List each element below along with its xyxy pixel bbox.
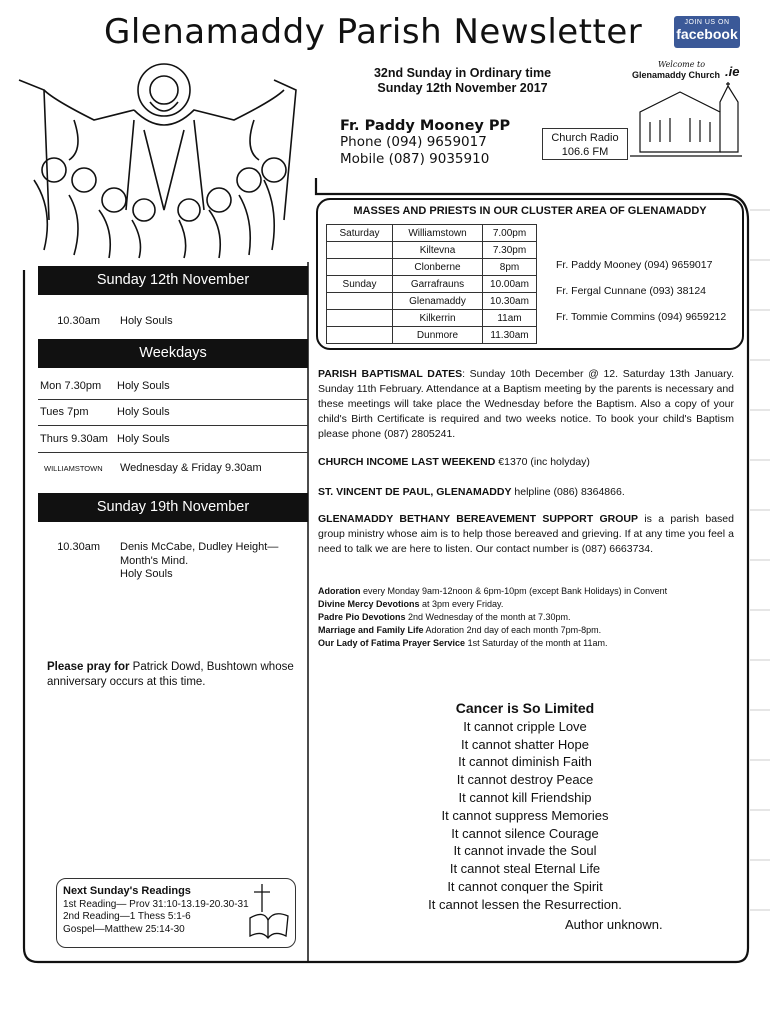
devotion-text: 1st Saturday of the month at 11am. <box>465 638 608 648</box>
notice-text: : Sunday 10th December @ 12. Saturday 13th January. Sunday 11th February. Attendance at a Baptism meeting by the parents is necessary and these meetings will take place the Wednesday before the Baptism. Also a copy of your child's Birth Certificate is required and two weeks notice. To book your child's Baptism please phone (087) 2805241. <box>318 368 735 440</box>
poem-title: Cancer is So Limited <box>455 700 595 716</box>
poem-line: It cannot conquer the Spirit <box>447 878 603 894</box>
sunday-date: Sunday 12th November 2017 <box>377 81 548 95</box>
reading-line: 1st Reading— Prov 31:10-13.19-20.30-31 <box>63 898 249 910</box>
mass-intention <box>120 541 300 582</box>
mass-time: 10.30am <box>57 541 100 553</box>
mass-time: Mon 7.30pm <box>40 380 102 392</box>
devotion-title: Padre Pio Devotions <box>318 612 406 622</box>
masses-title: MASSES AND PRIESTS IN OUR CLUSTER AREA OF GLENAMADDY <box>353 205 707 217</box>
prayer-request <box>47 660 297 690</box>
income-notice <box>318 455 734 470</box>
poem-line: It cannot silence Courage <box>451 825 599 841</box>
mass-time: 10.30am <box>57 315 100 327</box>
time-cell: 8pm <box>483 259 537 276</box>
reading-line: Gospel—Matthew 25:14-30 <box>63 923 185 935</box>
devotion-text: Adoration 2nd day of each month 7pm-8pm. <box>423 625 602 635</box>
devotion-title: Our Lady of Fatima Prayer Service <box>318 638 466 648</box>
devotion-text: every Monday 9am-12noon & 6pm-10pm (except Bank Holidays) in Convent <box>360 586 668 596</box>
devotion-item <box>318 611 738 624</box>
priest-contact <box>340 118 510 168</box>
table-row <box>327 225 537 242</box>
day-cell <box>327 327 393 344</box>
poem-line: It cannot destroy Peace <box>456 772 594 788</box>
sunday-19-header: Sunday 19th November <box>38 493 308 522</box>
devotion-text: at 3pm every Friday. <box>419 599 504 609</box>
intention-line: Holy Souls <box>120 568 173 580</box>
row-divider <box>38 399 308 400</box>
table-row <box>327 276 537 293</box>
day-cell <box>327 293 393 310</box>
jesus-apostles-illustration <box>14 60 300 260</box>
cluster-priests <box>556 252 726 330</box>
radio-frequency: 106.6 FM <box>561 146 609 158</box>
day-cell: Sunday <box>327 276 393 293</box>
facebook-logo-text: facebook <box>676 26 738 42</box>
priest-name: Fr. Paddy Mooney PP <box>340 118 511 134</box>
place-cell: Garrafrauns <box>393 276 483 293</box>
priest-line: Fr. Fergal Cunnane (093) 38124 <box>556 285 707 297</box>
time-cell: 7.30pm <box>483 242 537 259</box>
church-drawing <box>630 82 742 160</box>
notice-title: ST. VINCENT DE PAUL, GLENAMADDY <box>318 486 512 498</box>
radio-label: Church Radio <box>551 132 619 144</box>
notice-text: €1370 (inc holyday) <box>495 456 590 468</box>
prayer-label: Please pray for <box>47 661 130 673</box>
place-cell: Glenamaddy <box>393 293 483 310</box>
row-divider <box>38 425 308 426</box>
table-row <box>327 310 537 327</box>
notice-text: is a parish based group ministry whose aim is to help those bereaved and grieving. If at any time you feel a need to talk we are here to listen. Our contact number is (087) 6663734. <box>318 513 734 555</box>
church-name-text: Glenamaddy Church <box>632 70 721 80</box>
row-divider <box>38 452 308 453</box>
notice-text: helpline (086) 8364866. <box>511 486 625 498</box>
liturgical-date <box>310 66 615 96</box>
devotion-item <box>318 598 738 611</box>
facebook-top-label: JOIN US ON <box>684 19 730 26</box>
table-row <box>327 242 537 259</box>
mass-intention: Holy Souls <box>120 315 173 327</box>
place-cell: Kilkerrin <box>393 310 483 327</box>
devotion-title: Divine Mercy Devotions <box>318 599 420 609</box>
poem <box>400 700 650 914</box>
notice-title: PARISH BAPTISMAL DATES <box>318 368 463 380</box>
place-cell: Williamstown <box>393 225 483 242</box>
day-cell <box>327 310 393 327</box>
poem-line: It cannot kill Friendship <box>458 789 592 805</box>
poem-line: It cannot cripple Love <box>463 718 587 734</box>
poem-author: Author unknown. <box>565 917 663 932</box>
poem-line: It cannot suppress Memories <box>441 807 609 823</box>
time-cell: 11.30am <box>483 327 537 344</box>
devotion-item <box>318 637 738 650</box>
mass-intention: Holy Souls <box>117 433 170 445</box>
time-cell: 11am <box>483 310 537 327</box>
intention-line: Month's Mind. <box>120 554 189 567</box>
notice-title: GLENAMADDY BETHANY BEREAVEMENT SUPPORT GROUP <box>318 513 638 525</box>
mass-intention: Wednesday & Friday 9.30am <box>120 462 262 474</box>
mass-intention: Holy Souls <box>117 380 170 392</box>
mass-location: WILLIAMSTOWN <box>44 464 103 473</box>
sunday-title: 32nd Sunday in Ordinary time <box>373 66 552 80</box>
church-ie-text: .ie <box>725 64 740 79</box>
devotion-title: Marriage and Family Life <box>318 625 424 635</box>
place-cell: Kiltevna <box>393 242 483 259</box>
devotion-item <box>318 624 738 637</box>
mass-intention: Holy Souls <box>117 406 170 418</box>
priest-mobile: Mobile (087) 9035910 <box>340 151 490 167</box>
devotion-text: 2nd Wednesday of the month at 7.30pm. <box>405 612 571 622</box>
table-row <box>327 293 537 310</box>
poem-line: It cannot invade the Soul <box>453 843 597 859</box>
devotion-title: Adoration <box>318 586 361 596</box>
prayer-text: Patrick Dowd, Bushtown whose anniversary occurs at this time. <box>47 661 294 688</box>
reading-line: 2nd Reading—1 Thess 5:1-6 <box>63 911 191 922</box>
readings-title: Next Sunday's Readings <box>63 885 191 897</box>
priest-line: Fr. Tommie Commins (094) 9659212 <box>556 311 727 323</box>
day-cell <box>327 242 393 259</box>
facebook-badge[interactable] <box>674 16 740 48</box>
poem-line: It cannot shatter Hope <box>461 736 589 752</box>
time-cell: 10.00am <box>483 276 537 293</box>
baptism-notice <box>318 367 734 442</box>
place-cell: Clonberne <box>393 259 483 276</box>
church-website-logo[interactable] <box>630 60 742 160</box>
devotions-list <box>318 585 738 650</box>
church-radio-box <box>542 128 628 160</box>
table-row <box>327 259 537 276</box>
priest-phone: Phone (094) 9659017 <box>340 134 487 150</box>
place-cell: Dunmore <box>393 327 483 344</box>
time-cell: 7.00pm <box>483 225 537 242</box>
svp-notice <box>318 485 734 500</box>
weekdays-header: Weekdays <box>38 339 308 368</box>
time-cell: 10.30am <box>483 293 537 310</box>
poem-line: It cannot diminish Faith <box>458 754 592 770</box>
mass-time: Thurs 9.30am <box>40 433 108 445</box>
notice-title: CHURCH INCOME LAST WEEKEND <box>318 456 496 468</box>
intention-line: Denis McCabe, Dudley Height— <box>120 541 279 553</box>
day-cell <box>327 259 393 276</box>
bethany-notice <box>318 512 734 557</box>
devotion-item <box>318 585 738 598</box>
poem-line: It cannot lessen the Resurrection. <box>428 896 622 912</box>
poem-line: It cannot steal Eternal Life <box>449 861 601 877</box>
masses-table <box>326 224 537 344</box>
page-title: Glenamaddy Parish Newsletter <box>104 12 643 52</box>
church-welcome-text: Welcome to <box>658 60 706 69</box>
sunday-12-header: Sunday 12th November <box>38 266 308 295</box>
priest-line: Fr. Paddy Mooney (094) 9659017 <box>556 259 713 271</box>
bible-cross-icon <box>246 882 292 940</box>
table-row <box>327 327 537 344</box>
mass-time: Tues 7pm <box>40 406 89 418</box>
day-cell: Saturday <box>327 225 393 242</box>
